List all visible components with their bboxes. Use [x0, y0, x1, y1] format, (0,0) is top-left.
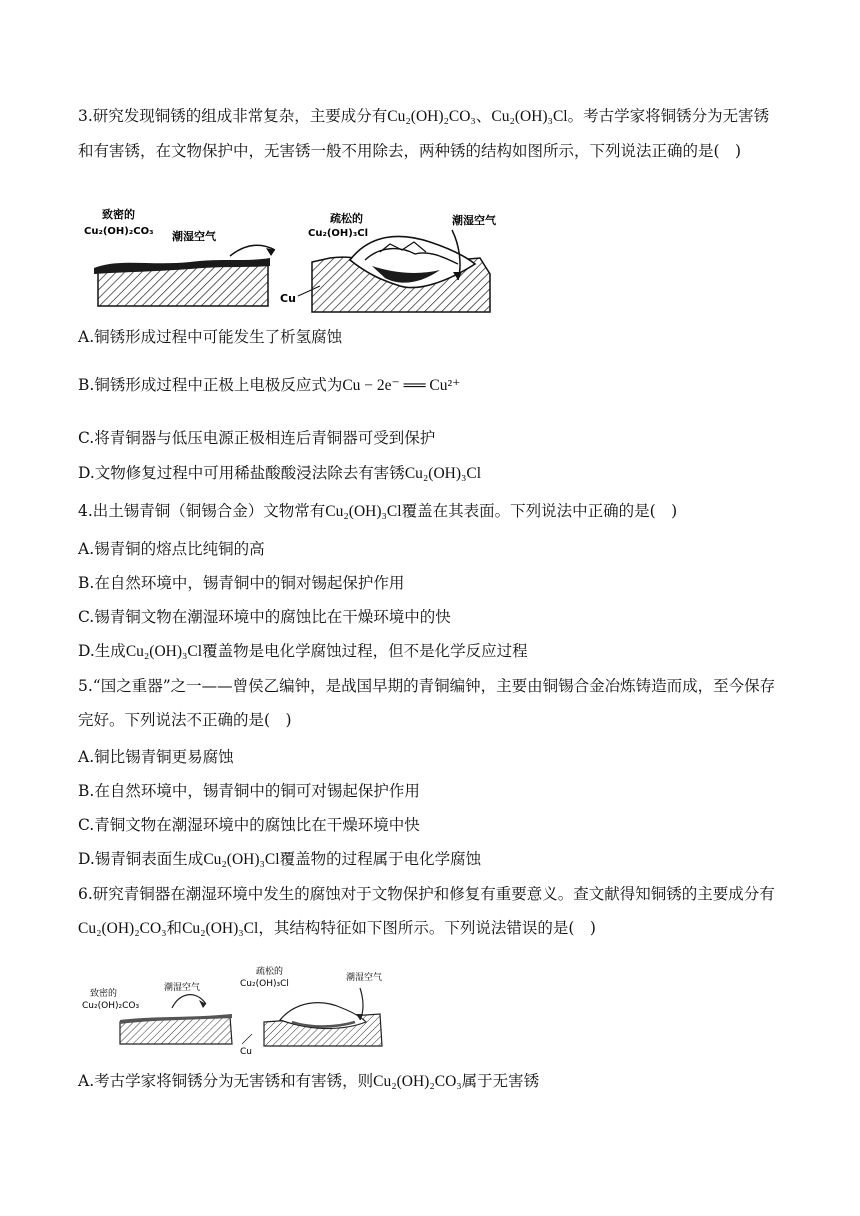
- q6-stem-text: 6.研究青铜器在潮湿环境中发生的腐蚀对于文物保护和修复有重要意义。查文献得知铜锈的主要成分有: [78, 885, 775, 903]
- q4-stem-text: 4.出土锡青铜（铜锡合金）文物常有: [78, 502, 326, 520]
- q3-formula-2: Cu₂(OH)₃Cl: [491, 108, 568, 125]
- q6-stem-text-2: ，其结构特征如下图所示。下列说法错误的是( ): [258, 919, 596, 937]
- q6-stem: [78, 877, 778, 946]
- q6-label-humid-left: 潮湿空气: [164, 983, 201, 993]
- q3-stem-text-2: 。考古学家将铜锈分为无害锈和有害锈，在文物保护中，无害锈一般不用除去，两种锈的结构如图所示，下列说法正确的是( ): [78, 107, 770, 160]
- q5-option-d: [78, 847, 481, 869]
- q4-option-a: A.锡青铜的熔点比纯铜的高: [78, 540, 265, 558]
- q5-option-c: C.青铜文物在潮湿环境中的腐蚀比在干燥环境中快: [78, 816, 420, 834]
- q3-rust-structure-figure: [80, 206, 510, 318]
- q5-option-d-formula: Cu₂(OH)₃Cl: [203, 851, 280, 868]
- q3-option-a: A.铜锈形成过程中可能发生了析氢腐蚀: [78, 328, 343, 346]
- q5-option-d-text-2: 覆盖物的过程属于电化学腐蚀: [279, 850, 482, 868]
- q6-label-loose: 疏松的: [256, 967, 284, 977]
- q4-option-d-formula: Cu₂(OH)₃Cl: [125, 643, 203, 660]
- q4-option-c: C.锡青铜文物在潮湿环境中的腐蚀比在干燥环境中的快: [78, 608, 451, 626]
- q3-label-loose-formula: Cu₂(OH)₃Cl: [308, 228, 368, 239]
- q3-option-d-formula: Cu₂(OH)₃Cl: [404, 465, 482, 482]
- q3-label-dense: 致密的: [102, 208, 135, 221]
- q3-formula-1: Cu₂(OH)₂CO₃: [387, 108, 476, 125]
- q6-option-a: [78, 1069, 539, 1091]
- q3-label-humid-right: 潮湿空气: [452, 214, 496, 227]
- q6-label-dense: 致密的: [90, 989, 118, 999]
- q4-option-d-text: D.生成: [78, 642, 126, 660]
- q3-label-cu: Cu: [280, 292, 296, 305]
- q5-option-b: B.在自然环境中，锡青铜中的铜可对锡起保护作用: [78, 782, 420, 800]
- q4-option-d-text-2: 覆盖物是电化学腐蚀过程，但不是化学反应过程: [202, 642, 528, 660]
- q3-stem-text: 3.研究发现铜锈的组成非常复杂，主要成分有: [78, 107, 388, 125]
- q5-option-d-text: D.锡青铜表面生成: [78, 850, 204, 868]
- q3-label-loose: 疏松的: [330, 212, 363, 225]
- q6-rust-structure-figure: [80, 962, 410, 1062]
- q3-label-humid-left: 潮湿空气: [172, 230, 216, 243]
- q4-stem-formula: Cu₂(OH)₃Cl: [325, 503, 402, 520]
- q5-stem: 5.“国之重器”之一——曾侯乙编钟，是战国早期的青铜编钟，主要由铜锡合金冶炼铸造而成，至今保存完好。下列说法不正确的是( ): [78, 677, 776, 729]
- q3-option-d-text: D.文物修复过程中可用稀盐酸酸浸法除去有害锈: [78, 464, 405, 482]
- q3-stem: [78, 99, 778, 168]
- q6-option-a-text: A.考古学家将铜锈分为无害锈和有害锈，则: [78, 1072, 374, 1090]
- q4-stem-text-2: 覆盖在其表面。下列说法中正确的是( ): [401, 502, 678, 520]
- q6-connector: 和: [166, 919, 183, 937]
- q6-label-cu: Cu: [240, 1047, 252, 1057]
- q4-option-b: B.在自然环境中，锡青铜中的铜对锡起保护作用: [78, 574, 405, 592]
- q3-option-c: C.将青铜器与低压电源正极相连后青铜器可受到保护: [78, 429, 436, 447]
- q6-option-a-formula: Cu₂(OH)₂CO₃: [373, 1073, 462, 1090]
- q3-option-b-equation: Cu − 2e⁻ ══ Cu²⁺: [342, 377, 461, 394]
- q3-option-b-text: B.铜锈形成过程中正极上电极反应式为: [78, 376, 343, 394]
- q4-stem: [78, 499, 677, 521]
- q6-formula-2: Cu₂(OH)₃Cl: [182, 920, 259, 937]
- q6-label-dense-formula: Cu₂(OH)₂CO₃: [82, 1001, 140, 1011]
- q6-label-humid-right: 潮湿空气: [346, 973, 383, 983]
- q3-label-dense-formula: Cu₂(OH)₂CO₃: [84, 226, 154, 237]
- q6-formula-1: Cu₂(OH)₂CO₃: [78, 920, 167, 937]
- q4-option-d: [78, 639, 528, 661]
- q3-option-d: [78, 461, 481, 483]
- q6-label-loose-formula: Cu₂(OH)₃Cl: [240, 979, 289, 989]
- q3-option-b: [78, 373, 460, 395]
- q5-option-a: A.铜比锡青铜更易腐蚀: [78, 748, 234, 766]
- q3-separator: 、: [475, 107, 492, 125]
- q6-option-a-text-2: 属于无害锈: [461, 1072, 540, 1090]
